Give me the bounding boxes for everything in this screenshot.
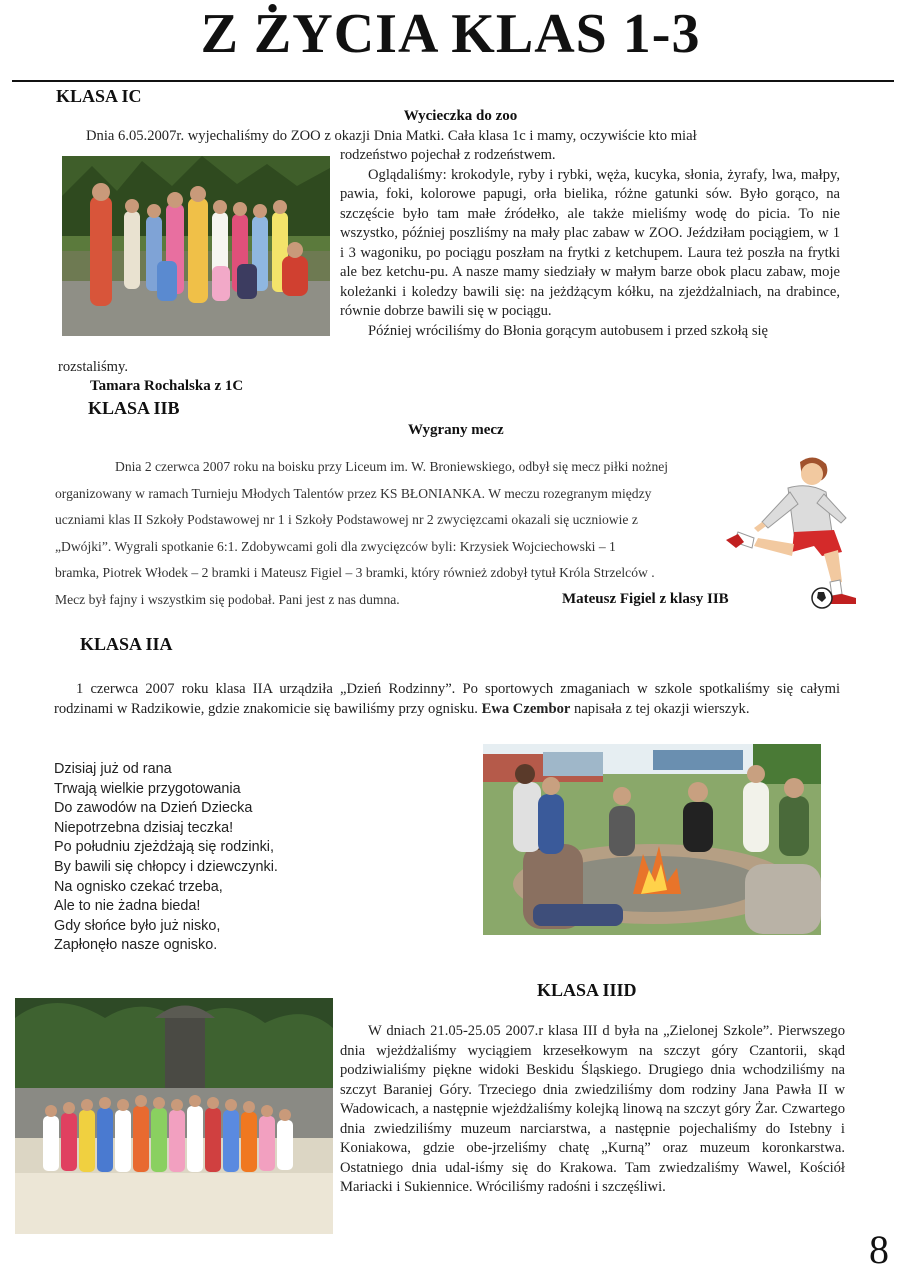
soccer-player-illustration (718, 450, 863, 615)
class-heading-2b: KLASA IIB (88, 398, 180, 418)
poem-line: Niepotrzebna dzisiaj teczka! (54, 819, 234, 836)
match-text (55, 454, 735, 614)
class-heading-3d: KLASA IIID (537, 980, 637, 1000)
zoo-first-line (58, 127, 840, 147)
green-school-text (340, 1022, 845, 1198)
article-title-zoo: Wycieczka do zoo (403, 108, 518, 124)
poem-line: Trwają wielkie przygotowania (54, 780, 241, 797)
zoo-class-photo (62, 156, 330, 336)
family-day-intro (54, 680, 840, 719)
poem-line: Gdy słońce było już nisko, (54, 917, 221, 934)
green-school-group-photo (15, 998, 333, 1234)
poem-line: Ale to nie żadna bieda! (54, 898, 201, 915)
page-number: 8 (869, 1227, 889, 1272)
article-title-match: Wygrany mecz (408, 422, 504, 438)
match-line: bramka, Piotrek Włodek – 2 bramki i Mateusz Figiel – 3 bramki, który również zdobył tytuł Króla Strzelców . (55, 565, 655, 581)
zoo-paragraph-2: Oglądaliśmy: krokodyle, ryby i rybki, węża, kucyka, słonia, żyrafy, lwa, małpy, pawia, foki, kolorowe papugi, orła bielika, różne gatunki sów. Było gorąco, na szczęście było tam małe źródełko, ale także mieliśmy wodę do picia. To nie wszystko, później poszliśmy na mały plac zabaw w ZOO. Jeździłam pociągiem, w 1 i 3 wagoniku, po pociągu poszłam na frytki z ketchupem. Laura też poszła na frytki ale bez ketchu-pu. A nasze mamy siedziały w małym barze obok placu zabaw, moje koleżanki i koledzy bawili się: na jeżdżącym kółku, na zjeżdżalniach, na drabince, równie dobrze bawili się w pociągu. (340, 166, 840, 319)
poem-author: Ewa Czembor (481, 700, 571, 717)
poem-line: By bawili się chłopcy i dziewczynki. (54, 858, 278, 875)
family-day-intro-text: 1 czerwca 2007 roku klasa IIA urządziła „Dzień Rodzinny”. Po sportowych zmaganiach w szkole spotkaliśmy się całymi rodzinami w Radzikowie, gdzie znakomicie się bawiliśmy przy ognisku. (54, 681, 840, 717)
zoo-signature: Tamara Rochalska z 1C (90, 378, 244, 394)
title-divider (12, 80, 894, 82)
match-line: Dnia 2 czerwca 2007 roku na boisku przy Liceum im. W. Broniewskiego, odbył się mecz piłki nożnej (115, 459, 669, 474)
poem (54, 760, 278, 956)
match-line: uczniami klas II Szkoły Podstawowej nr 1 i Szkoły Podstawowej nr 2 zwycięzcami okazali się uczniowie z (55, 512, 638, 528)
zoo-wrapped-text (340, 146, 840, 341)
match-signature: Mateusz Figiel z klasy IIB (562, 591, 729, 607)
match-line: Mecz był fajny i wszystkim się podobał. Pani jest z nas dumna. (55, 591, 400, 607)
zoo-paragraph-3b: rozstaliśmy. (58, 359, 128, 375)
zoo-line1: Dnia 6.05.2007r. wyjechaliśmy do ZOO z okazji Dnia Matki. Cała klasa 1c i mamy, oczywiście kto miał (86, 128, 697, 144)
green-school-paragraph: W dniach 21.05-25.05 2007.r klasa III d była na „Zielonej Szkole”. Pierwszego dnia wjeżdżaliśmy wyciągiem krzesełkowym na szczyt góry Czantorii, skąd podziwialiśmy piękne widoki Beskidu Śląskiego. Drugiego dnia wchodziliśmy na szczyt Baraniej Góry. Trzeciego dnia zwiedziliśmy dom rodziny Jana Pawła II w Wadowicach, a następnie wjeżdżaliśmy kolejką linową na szczyt góry Żar. Czwartego dnia zwiedziliśmy muzeum narciarstwa, a następnie pojechaliśmy do Istebny i Koniakowa, gdzie obe-jrzeliśmy chatę „Kurną” oraz muzeum koronkarstwa. Ostatniego dnia udal-iśmy się do Krakowa. Tam zwiedzaliśmy Wawel, Kościół Mariacki i Sukiennice. Wróciliśmy radośni i szczęśliwi. (340, 1023, 845, 1195)
page-title: Z ŻYCIA KLAS 1-3 (200, 3, 701, 65)
class-heading-1c: KLASA IC (56, 86, 142, 106)
poem-line: Do zawodów na Dzień Dziecka (54, 800, 253, 817)
poem-line: Zapłonęło nasze ognisko. (54, 937, 218, 954)
match-line: „Dwójki”. Wygrali spotkanie 6:1. Zdobywcami goli dla zwycięzców byli: Krzysiek Wojciechowski – 1 (55, 538, 616, 554)
poem-line: Na ognisko czekać trzeba, (54, 878, 223, 895)
class-heading-2a: KLASA IIA (80, 634, 173, 654)
family-day-paragraph (54, 680, 840, 719)
zoo-paragraph-3a: Później wróciliśmy do Błonia gorącym autobusem i przed szkołą się (368, 322, 769, 339)
family-day-intro-end: napisała z tej okazji wierszyk. (574, 700, 750, 717)
match-line: organizowany w ramach Turnieju Młodych Talentów przez KS BŁONIANKA. W meczu rozegranym między (55, 485, 652, 501)
bonfire-photo (483, 744, 821, 935)
poem-line: Dzisiaj już od rana (54, 761, 172, 777)
zoo-wrap-line: rodzeństwo pojechał z rodzeństwem. (340, 147, 556, 163)
poem-line: Po południu zjeżdżają się rodzinki, (54, 839, 274, 856)
